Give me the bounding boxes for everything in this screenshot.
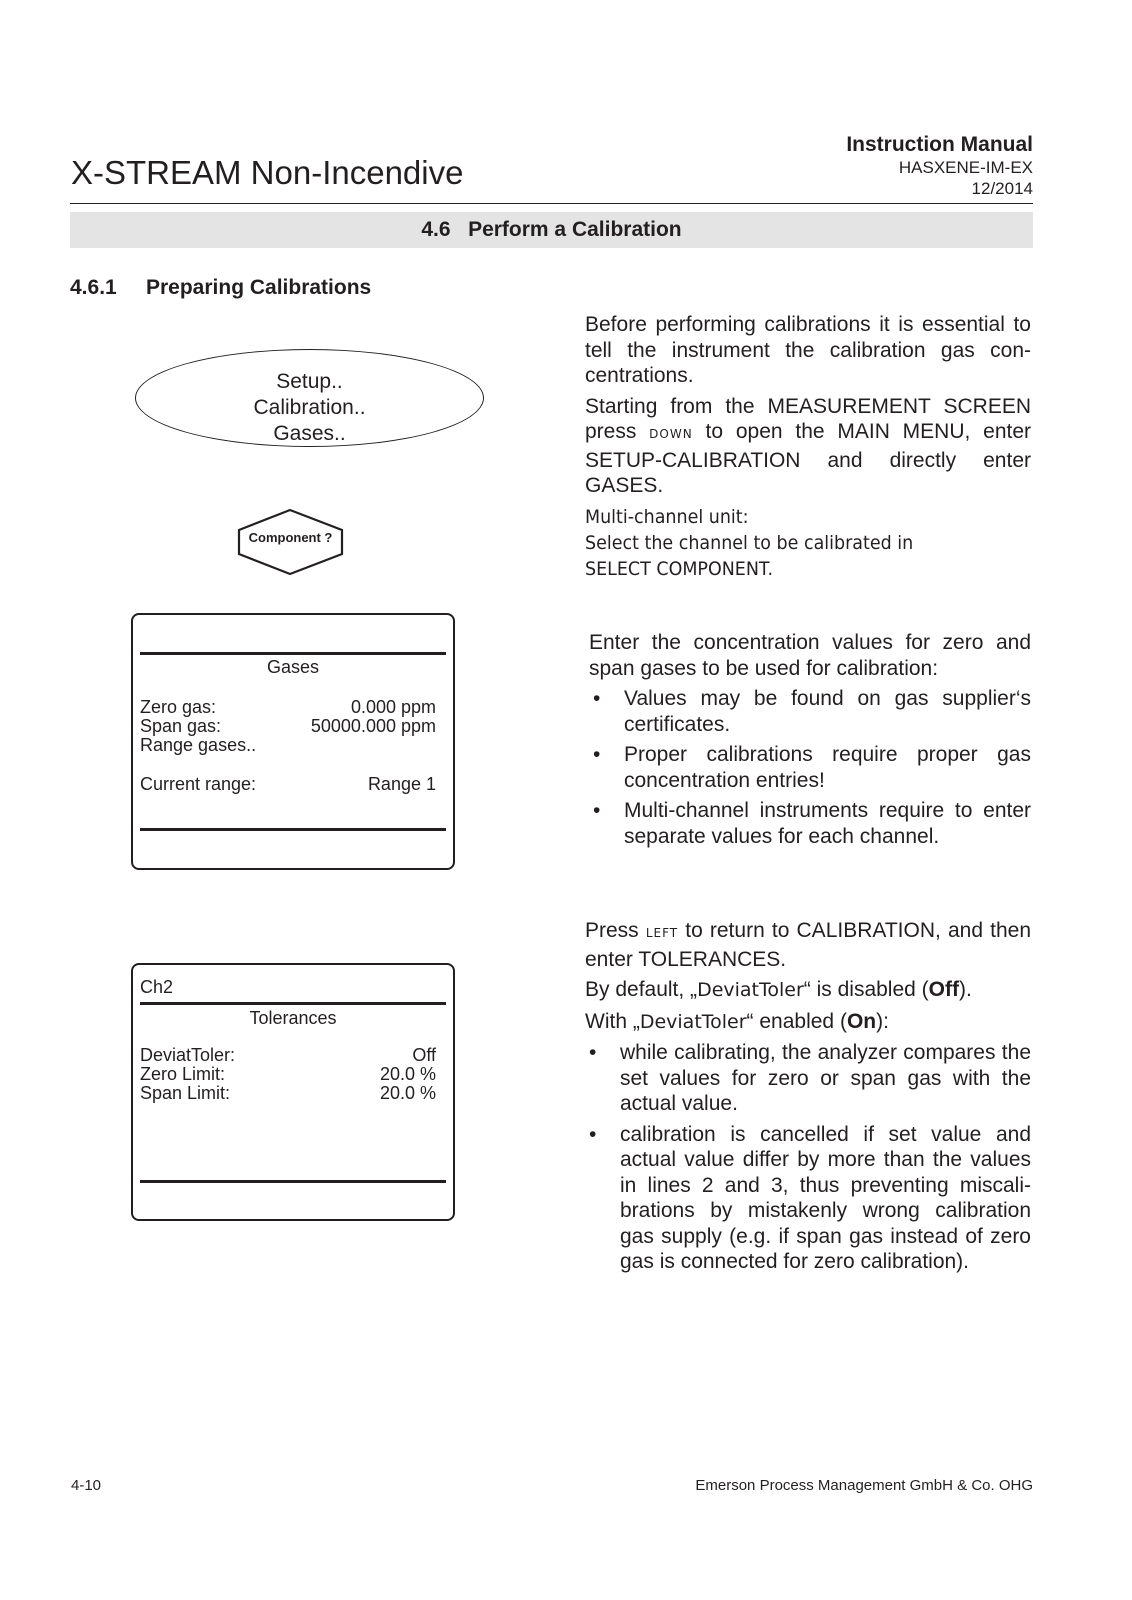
bullet-item: • Values may be found on gas supplier‘s certificates. [593, 687, 1031, 736]
text-block-2 [589, 630, 1031, 854]
subsection-heading [70, 275, 371, 301]
span-limit-value: 20.0 % [379, 1083, 436, 1103]
document-date: 12/2014 [971, 179, 1033, 198]
param-name: DeviatToler [697, 979, 804, 1001]
bullet-item: • calibration is cancelled if set value and actual value differ by more than the values in lines 2 and 3, thus preventing miscali-brations by mistakenly wrong calibration gas supply (e.g. if span gas instead of zero gas is connected for zero calibration). [589, 1122, 1031, 1273]
menu-path-calibration: Calibration.. [253, 396, 366, 419]
concentration-bullets [589, 686, 1031, 849]
tolerance-bullets [585, 1040, 1031, 1275]
deviat-toler-label: DeviatToler: [140, 1045, 236, 1065]
bullet-item: • while calibrating, the analyzer compares the set values for zero or span gas with the actual value. [589, 1041, 1031, 1115]
section-number: 4.6 [421, 218, 451, 241]
document-title: X-STREAM Non-Incendive [71, 154, 464, 191]
tolerances-screen-top-line [140, 1002, 446, 1005]
section-title: Perform a Calibration [468, 218, 682, 241]
header-info [846, 132, 1033, 199]
deviat-toler-value: Off [412, 1045, 436, 1065]
multi-channel-line: Select the channel to be calibrated in [585, 531, 914, 554]
company-name: Emerson Process Management GmbH & Co. OHG [695, 1477, 1033, 1494]
navigation-paragraph: Starting from the MEASUREMENT SCREEN press DOWN to open the MAIN MENU, enter SETUP-CALIBRATION and directly enter GASES. [585, 394, 1032, 497]
text-block-3 [585, 918, 1031, 1280]
default-paragraph: By default, „DeviatToler“ is disabled (Off). [585, 978, 972, 1001]
zero-gas-value: 0.000 ppm [350, 697, 436, 717]
tolerances-screen-bottom-line [140, 1180, 446, 1183]
text-block-1 [585, 312, 1031, 582]
param-name: DeviatToler [639, 1010, 747, 1033]
subsection-title: Preparing Calibrations [146, 276, 372, 299]
concentration-intro: Enter the concentration values for zero and span gases to be used for calibration: [589, 631, 1031, 680]
manual-label: Instruction Manual [846, 133, 1033, 156]
span-limit-label: Span Limit: [140, 1083, 231, 1103]
return-paragraph: Press LEFT to return to CALIBRATION, and then enter TOLERANCES. [585, 919, 1031, 971]
range-gases-item: Range gases.. [140, 735, 257, 755]
menu-path-setup: Setup.. [276, 370, 343, 393]
gases-screen-top-line [140, 652, 446, 655]
component-prompt-text: Component ? [248, 530, 333, 545]
gases-screen-bottom-line [140, 828, 446, 831]
zero-gas-label: Zero gas: [140, 697, 217, 717]
document-code: HASXENE-IM-EX [898, 158, 1033, 177]
bullet-item: • Proper calibrations require proper gas concentration entries! [593, 743, 1031, 792]
left-key: LEFT [645, 926, 679, 940]
multi-channel-title: Multi-channel unit: [585, 505, 749, 528]
header-rule [70, 203, 1033, 204]
tolerances-screen-title: Tolerances [249, 1008, 337, 1028]
span-gas-value: 50000.000 ppm [310, 716, 436, 736]
channel-label: Ch2 [140, 977, 174, 997]
enabled-paragraph: With „DeviatToler“ enabled (On): [585, 1009, 889, 1033]
gases-screen-title: Gases [266, 657, 320, 677]
span-gas-label: Span gas: [140, 716, 222, 736]
zero-limit-value: 20.0 % [379, 1064, 436, 1084]
down-key: DOWN [649, 427, 693, 441]
bullet-item: • Multi-channel instruments require to enter separate values for each channel. [593, 799, 1031, 848]
current-range-label: Current range: [140, 774, 257, 794]
menu-path [135, 369, 484, 447]
zero-limit-label: Zero Limit: [140, 1064, 226, 1084]
multi-channel-note [585, 504, 995, 582]
intro-paragraph: Before performing calibrations it is essential to tell the instrument the calibration gas con-centrations. [585, 313, 1031, 387]
menu-path-gases: Gases.. [273, 422, 346, 445]
current-range-value: Range 1 [367, 774, 436, 794]
page-number: 4-10 [71, 1477, 102, 1494]
section-heading [70, 217, 1033, 243]
subsection-number: 4.6.1 [70, 276, 117, 299]
multi-channel-line: SELECT COMPONENT. [585, 557, 774, 580]
